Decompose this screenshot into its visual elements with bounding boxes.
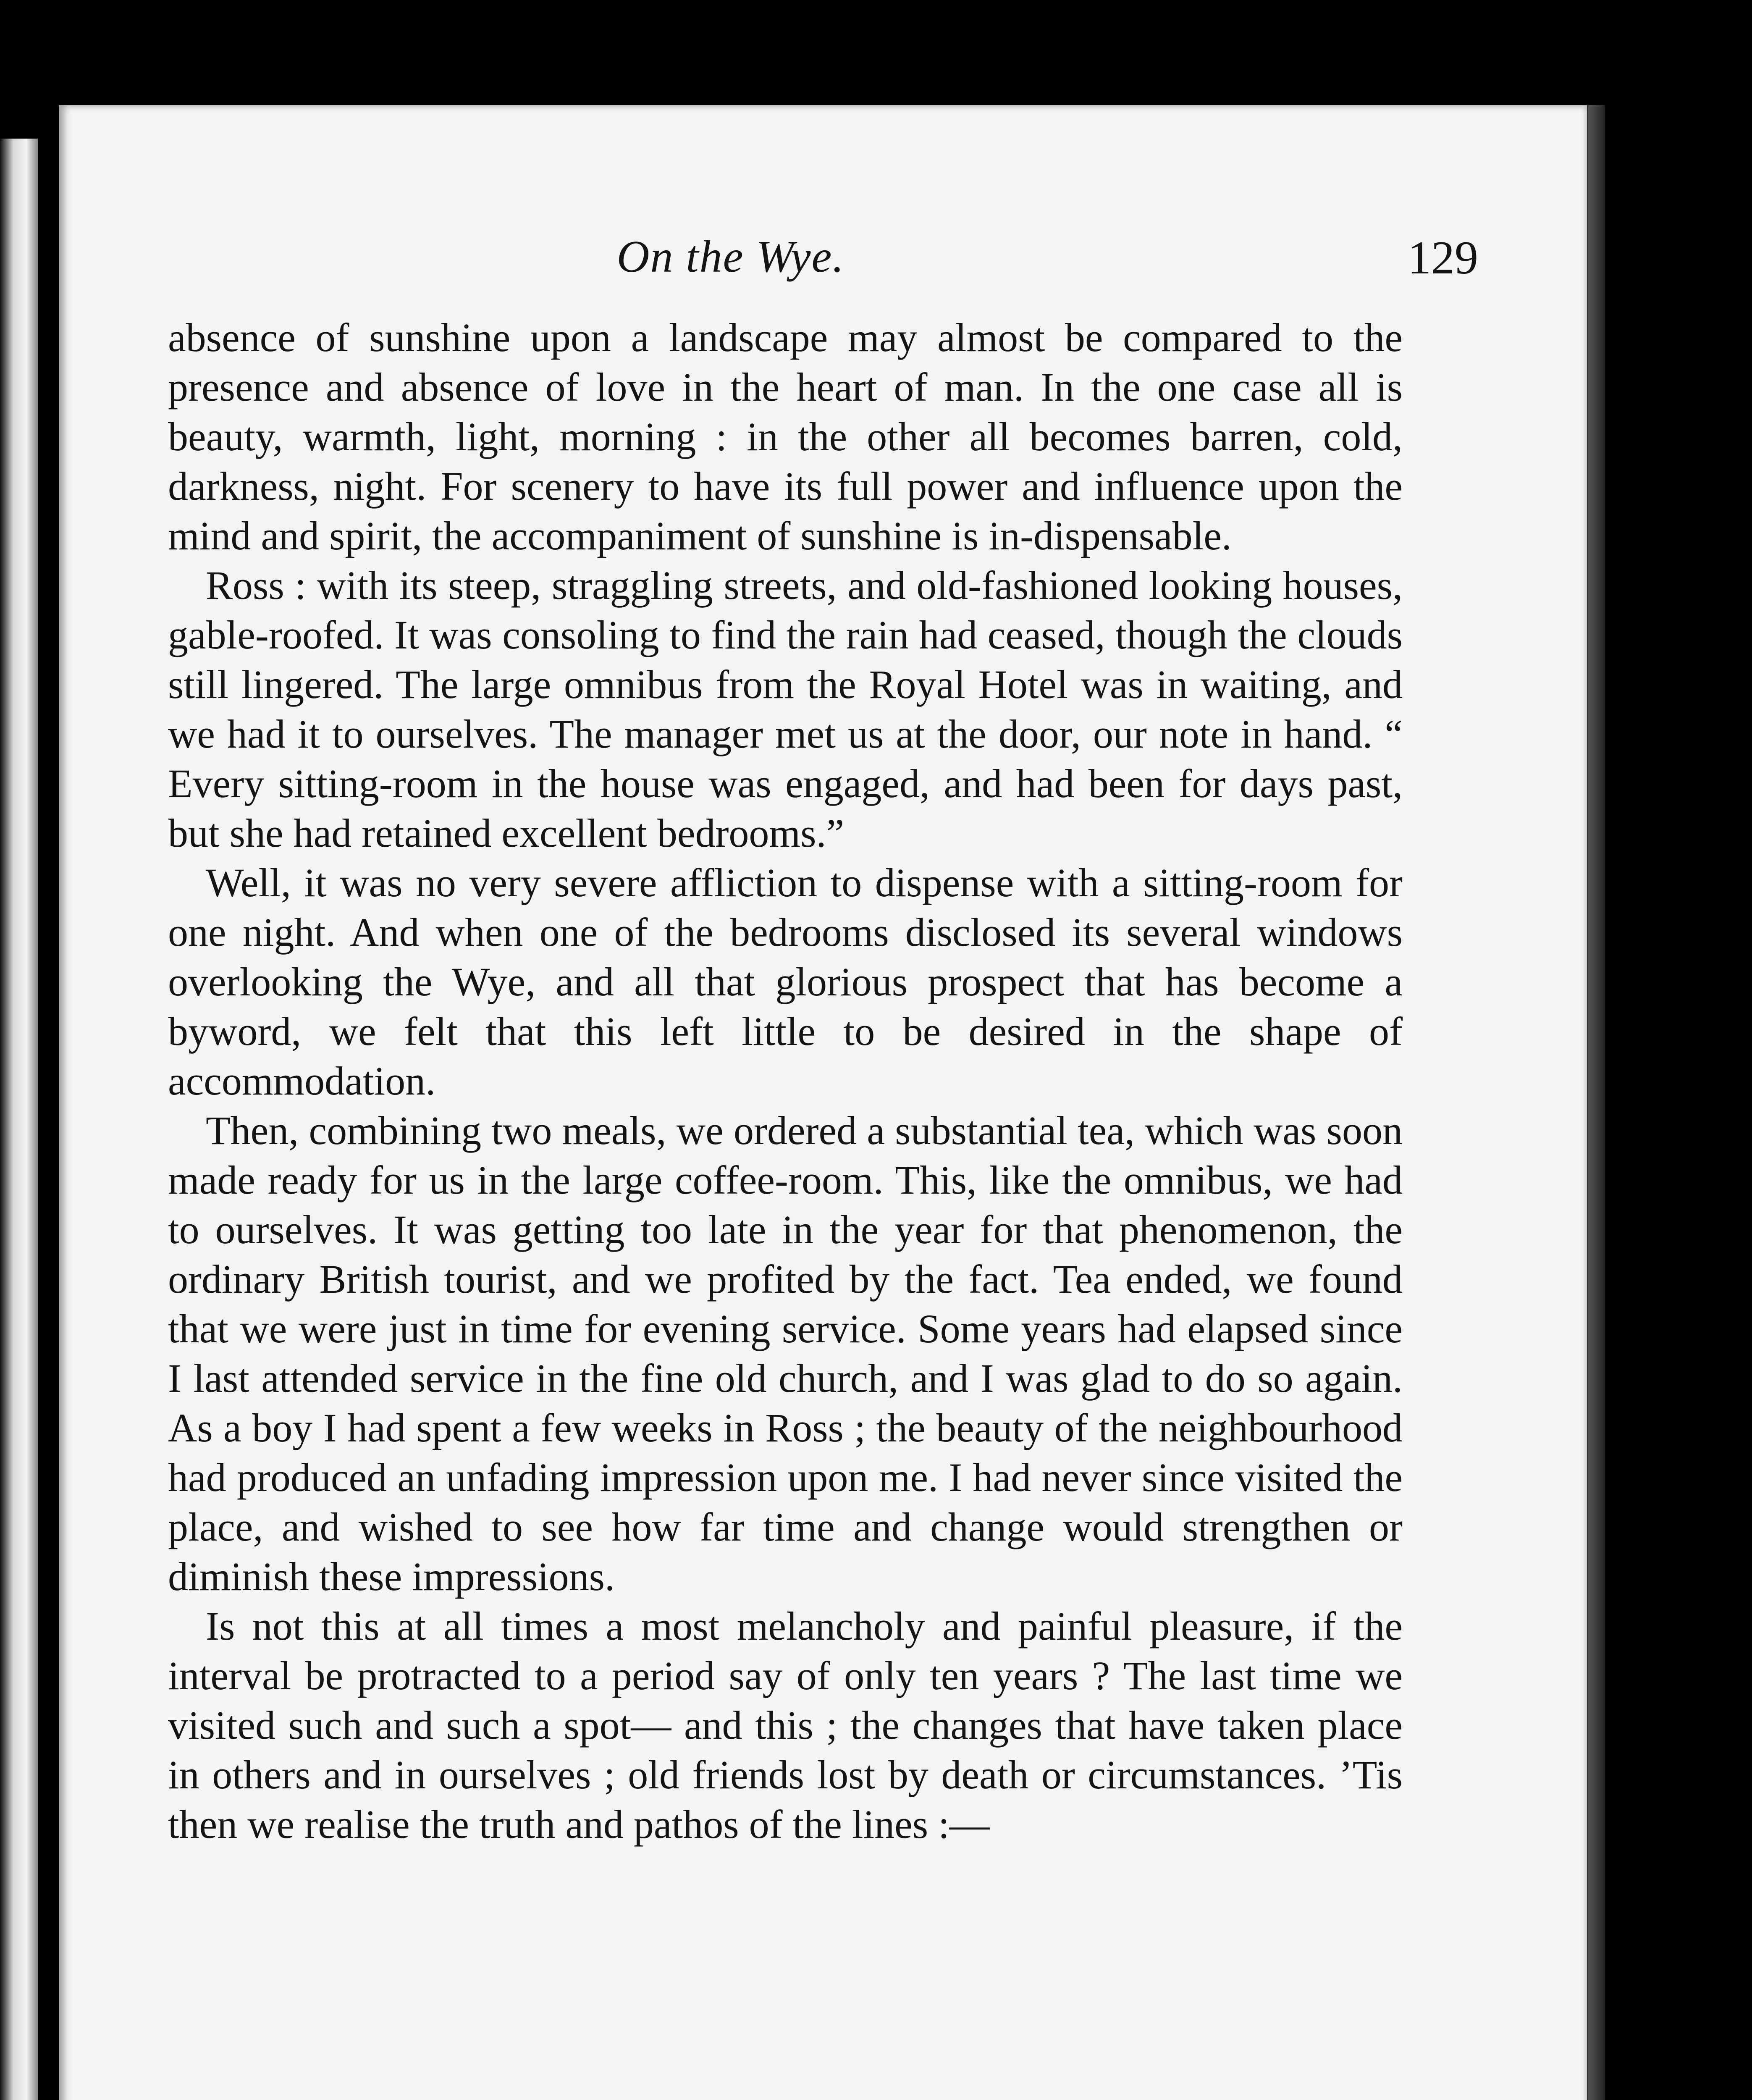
book-page xyxy=(59,105,1587,2100)
paragraph-5: Is not this at all times a most melancholy and painful pleasure, if the interval be protracted to a period say of only ten years ? The last time we visited such and such a spot— and this ; the changes that have taken place in others and in ourselves ; old friends lost by death or circumstances. ’Tis then we realise the truth and pathos of the lines :— xyxy=(168,1604,1403,1847)
page-fore-edge xyxy=(1588,105,1605,2100)
page-number: 129 xyxy=(1408,232,1478,284)
paragraph-1: absence of sunshine upon a landscape may almost be compared to the presence and absence of love in the heart of man. In the one case all is beauty, warmth, light, morning : in the other all becomes barren, cold, darkness, night. For scenery to have its full power and influence upon the mind and spirit, the accompaniment of sunshine is in-dispensable. xyxy=(168,315,1403,558)
body-text xyxy=(168,313,1403,1849)
paragraph-4: Then, combining two meals, we ordered a substantial tea, which was soon made ready for us in the large coffee-room. This, like the omnibus, we had to ourselves. It was getting too late in the year for that phenomenon, the ordinary British tourist, and we profited by the fact. Tea ended, we found that we were just in time for evening service. Some years had elapsed since I last attended service in the fine old church, and I was glad to do so again. As a boy I had spent a few weeks in Ross ; the beauty of the neighbourhood had produced an unfading impression upon me. I had never since visited the place, and wished to see how far time and change would strengthen or diminish these impressions. xyxy=(168,1108,1403,1599)
facing-page-edge xyxy=(0,139,38,2100)
paragraph-2: Ross : with its steep, straggling streets, and old-fashioned looking houses, gable-roofed. It was consoling to find the rain had ceased, though the clouds still lingered. The large omnibus from the Royal Hotel was in waiting, and we had it to ourselves. The manager met us at the door, our note in hand. “ Every sitting-room in the house was engaged, and had been for days past, but she had retained excellent bedrooms.” xyxy=(168,563,1403,856)
running-head: On the Wye. xyxy=(616,232,845,282)
paragraph-3: Well, it was no very severe affliction to dispense with a sitting-room for one night. And when one of the bedrooms disclosed its several windows overlooking the Wye, and all that glorious prospect that has become a byword, we felt that this left little to be desired in the shape of accommodation. xyxy=(168,860,1403,1103)
